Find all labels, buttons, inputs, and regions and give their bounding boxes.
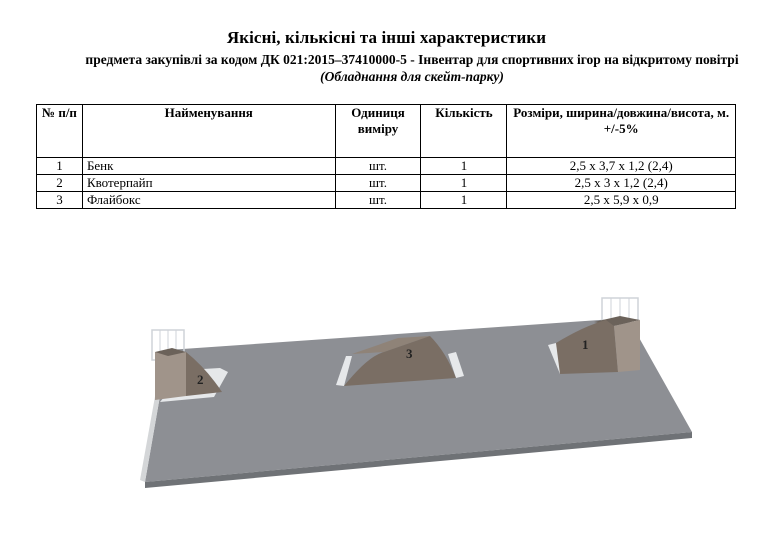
ramp-side (614, 320, 640, 372)
row-name: Флайбокс (82, 192, 335, 209)
row-qty: 1 (421, 192, 507, 209)
row-name: Бенк (82, 158, 335, 175)
header-num: № п/п (37, 105, 83, 158)
row-num: 1 (37, 158, 83, 175)
row-size: 2,5 х 3 х 1,2 (2,4) (507, 175, 736, 192)
row-unit: шт. (335, 192, 421, 209)
row-size: 2,5 х 5,9 х 0,9 (507, 192, 736, 209)
ramp-label-3: 3 (406, 346, 413, 361)
ramp-label-1: 1 (582, 337, 589, 352)
row-unit: шт. (335, 158, 421, 175)
header-size: Розміри, ширина/довжина/висота, м. +/-5% (507, 105, 736, 158)
row-qty: 1 (421, 175, 507, 192)
row-num: 3 (37, 192, 83, 209)
row-unit: шт. (335, 175, 421, 192)
header-unit: Одиниця виміру (335, 105, 421, 158)
header-name: Найменування (82, 105, 335, 158)
row-size: 2,5 х 3,7 х 1,2 (2,4) (507, 158, 736, 175)
ramp-label-2: 2 (197, 372, 204, 387)
row-num: 2 (37, 175, 83, 192)
subtitle-main: предмета закупівлі за кодом ДК 021:2015–37410000-5 - Інвентар для спортивних ігор на відкритому повітрі (85, 52, 739, 67)
ramp-side (155, 352, 186, 400)
header-qty: Кількість (421, 105, 507, 158)
document-title: Якісні, кількісні та інші характеристики (226, 28, 547, 47)
row-qty: 1 (421, 158, 507, 175)
row-name: Квотерпайп (82, 175, 335, 192)
subtitle-italic: (Обладнання для скейт-парку) (320, 69, 504, 84)
